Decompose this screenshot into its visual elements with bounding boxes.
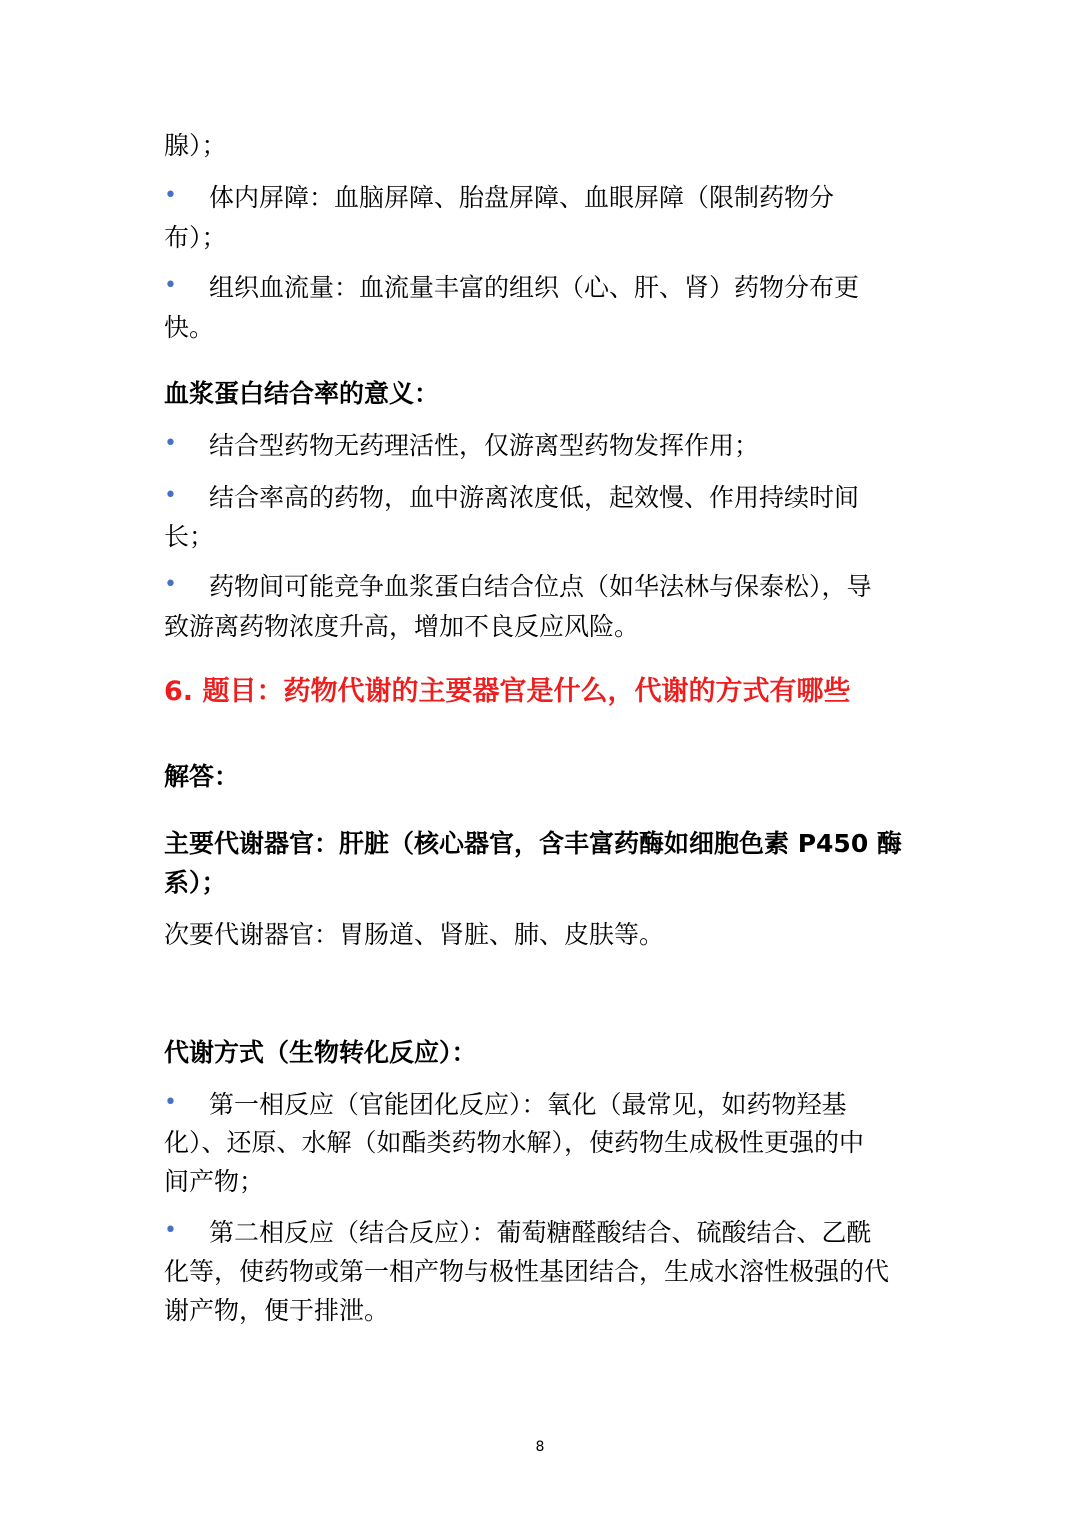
bullet-icon: •: [164, 273, 177, 298]
list-item-line: 第一相反应（官能团化反应）：氧化（最常见，如药物羟基: [209, 1090, 847, 1119]
list-item-line: 结合型药物无药理活性，仅游离型药物发挥作用；: [209, 431, 760, 460]
list-item-line: 间产物；: [164, 1167, 265, 1196]
bullet-icon: •: [164, 483, 177, 508]
methods-heading: 代谢方式（生物转化反应）：: [164, 1038, 477, 1067]
list-item-line: 化等，使药物或第一相产物与极性基团结合，生成水溶性极强的代: [164, 1257, 890, 1286]
continuation-text: 腺）；: [164, 131, 227, 160]
bullet-icon: •: [164, 431, 177, 456]
list-item-line: 组织血流量：血流量丰富的组织（心、肝、肾）药物分布更: [209, 273, 860, 302]
list-item-line: 体内屏障：血脑屏障、胎盘屏障、血眼屏障（限制药物分: [209, 183, 835, 212]
bullet-icon: •: [164, 1090, 177, 1115]
list-item-line: 化）、还原、水解（如酯类药物水解），使药物生成极性更强的中: [164, 1128, 865, 1157]
list-item-line: 致游离药物浓度升高，增加不良反应风险。: [164, 612, 640, 641]
page-number: 8: [535, 1439, 545, 1455]
list-item-line: 长；: [164, 522, 215, 551]
list-item-line: 第二相反应（结合反应）：葡萄糖醛酸结合、硫酸结合、乙酰: [209, 1218, 872, 1247]
question-heading: 6. 题目：药物代谢的主要器官是什么，代谢的方式有哪些: [164, 676, 851, 707]
secondary-organ-line: 次要代谢器官：胃肠道、肾脏、肺、皮肤等。: [164, 920, 665, 949]
list-item-line: 快。: [164, 313, 215, 342]
list-item-line: 布）；: [164, 223, 227, 252]
list-item-line: 结合率高的药物，血中游离浓度低，起效慢、作用持续时间: [209, 483, 860, 512]
answer-label: 解答：: [164, 762, 240, 791]
main-organ-line: 主要代谢器官：肝脏（核心器官，含丰富药酶如细胞色素 P450 酶: [164, 829, 902, 858]
bullet-icon: •: [164, 1218, 177, 1243]
main-organ-line: 系）；: [164, 868, 227, 897]
list-item-line: 药物间可能竞争血浆蛋白结合位点（如华法林与保泰松），导: [209, 572, 872, 601]
bullet-icon: •: [164, 183, 177, 208]
bullet-icon: •: [164, 572, 177, 597]
list-item-line: 谢产物，便于排泄。: [164, 1296, 390, 1325]
section-heading: 血浆蛋白结合率的意义：: [164, 379, 440, 408]
